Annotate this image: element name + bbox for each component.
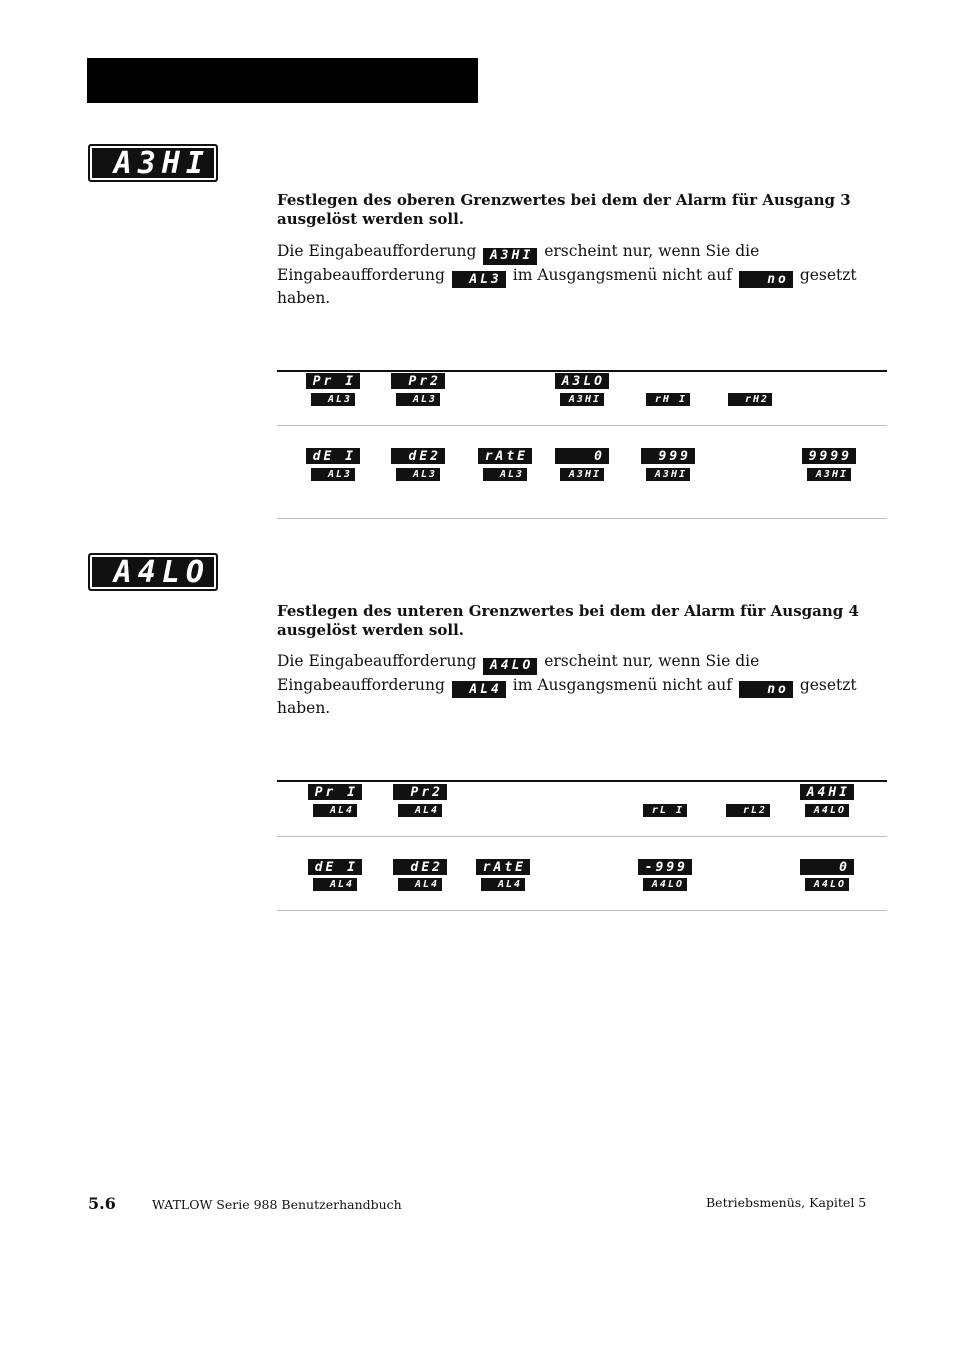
table-divider <box>277 836 887 837</box>
inline-display-code: no <box>739 271 793 288</box>
table-divider <box>277 910 887 911</box>
display-bottom: rL I <box>643 804 687 817</box>
section2-display-code: A4LO <box>88 553 218 591</box>
display-bottom: AL4 <box>313 804 357 817</box>
display-top: Pr I <box>306 373 360 389</box>
section2-heading: Festlegen des unteren Grenzwertes bei dem der Alarm für Ausgang 4 ausgelöst werden soll. <box>277 602 859 639</box>
display-bottom: A3HI <box>560 393 604 406</box>
display-top: rAtE <box>476 859 530 875</box>
display-bottom: A3HI <box>646 468 690 481</box>
display-bottom: rH I <box>646 393 690 406</box>
inline-display-code: AL4 <box>452 681 506 698</box>
display-top: 0 <box>555 448 609 464</box>
inline-display-code: AL3 <box>452 271 506 288</box>
table-rule <box>277 780 887 782</box>
display-bottom: AL3 <box>396 468 440 481</box>
display-bottom: AL4 <box>313 878 357 891</box>
display-top: -999 <box>638 859 692 875</box>
display-top: Pr2 <box>391 373 445 389</box>
table-rule <box>277 370 887 372</box>
display-bottom: AL3 <box>483 468 527 481</box>
display-bottom: rL2 <box>726 804 770 817</box>
display-bottom: AL3 <box>311 468 355 481</box>
chapter-title: Betriebsmenüs, Kapitel 5 <box>706 1195 867 1210</box>
display-top: A3LO <box>555 373 609 389</box>
display-top: dE I <box>308 859 362 875</box>
display-bottom: AL4 <box>398 804 442 817</box>
display-bottom: A4LO <box>805 804 849 817</box>
display-bottom: AL4 <box>398 878 442 891</box>
display-top: dE I <box>306 448 360 464</box>
display-bottom: AL3 <box>396 393 440 406</box>
header-bar <box>87 58 478 103</box>
inline-display-code: A4LO <box>483 658 537 675</box>
table-divider <box>277 518 887 519</box>
page-number: 5.6 <box>88 1194 116 1213</box>
display-bottom: A3HI <box>560 468 604 481</box>
display-top: dE2 <box>393 859 447 875</box>
display-top: Pr I <box>308 784 362 800</box>
display-top: A4HI <box>800 784 854 800</box>
section2-paragraph: Die Eingabeaufforderung A4LO erscheint nur, wenn Sie die Eingabeaufforderung AL4 im Ausgangsmenü nicht auf no gesetzt haben. <box>277 652 857 717</box>
display-bottom: A3HI <box>807 468 851 481</box>
display-top: 999 <box>641 448 695 464</box>
display-bottom: AL3 <box>311 393 355 406</box>
section1-paragraph: Die Eingabeaufforderung A3HI erscheint nur, wenn Sie die Eingabeaufforderung AL3 im Ausgangsmenü nicht auf no gesetzt haben. <box>277 242 857 307</box>
inline-display-code: A3HI <box>483 248 537 265</box>
display-bottom: A4LO <box>643 878 687 891</box>
manual-title: WATLOW Serie 988 Benutzerhandbuch <box>152 1197 402 1212</box>
section1-display-code: A3HI <box>88 144 218 182</box>
display-bottom: AL4 <box>481 878 525 891</box>
table-divider <box>277 425 887 426</box>
inline-display-code: no <box>739 681 793 698</box>
display-top: Pr2 <box>393 784 447 800</box>
display-top: rAtE <box>478 448 532 464</box>
display-top: dE2 <box>391 448 445 464</box>
display-bottom: rH2 <box>728 393 772 406</box>
display-top: 9999 <box>802 448 856 464</box>
display-top: 0 <box>800 859 854 875</box>
display-bottom: A4LO <box>805 878 849 891</box>
section1-heading: Festlegen des oberen Grenzwertes bei dem der Alarm für Ausgang 3 ausgelöst werden soll. <box>277 191 851 228</box>
